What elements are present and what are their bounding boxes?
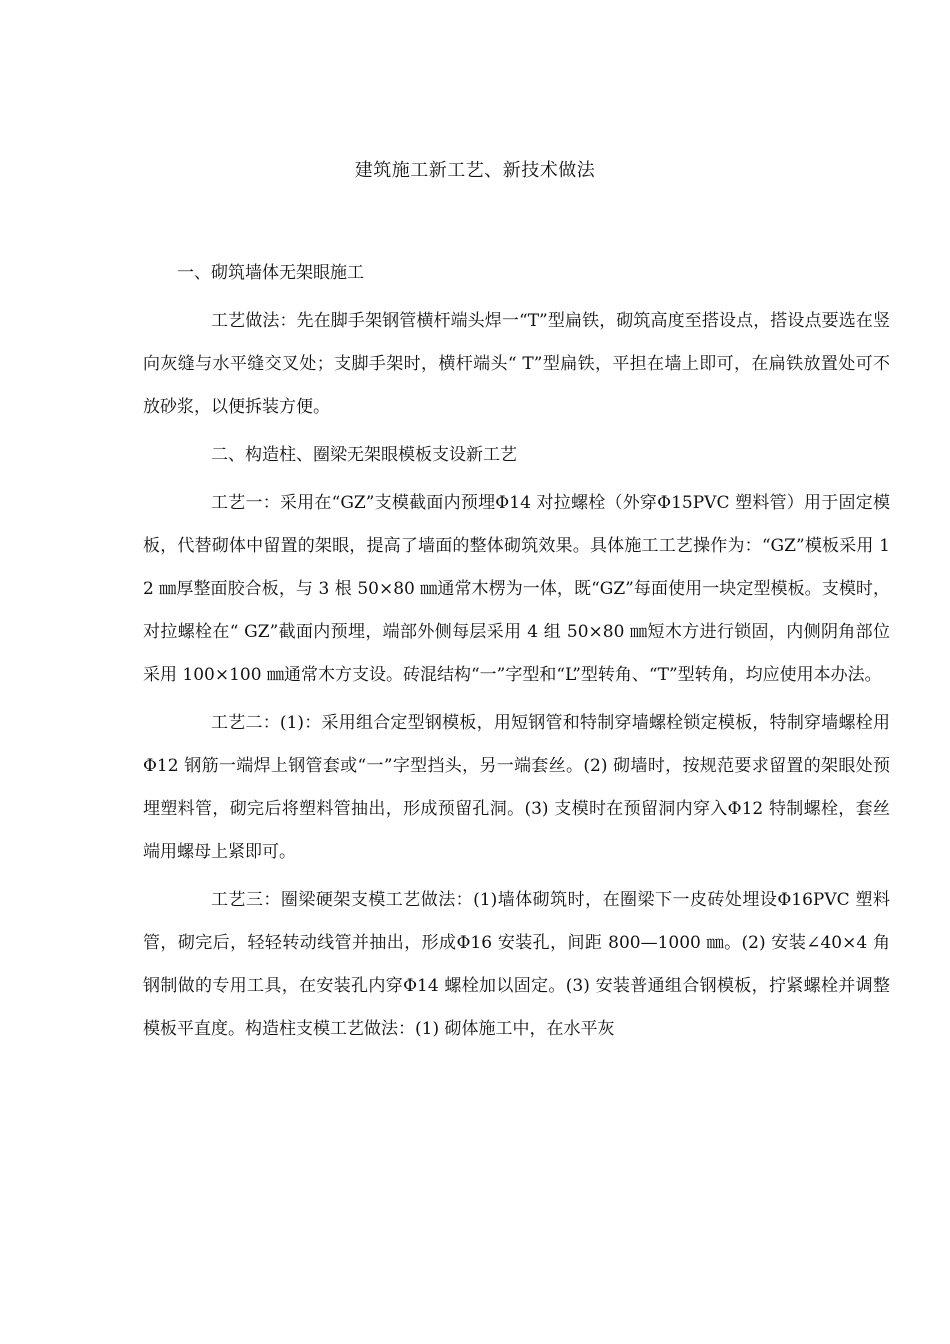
body-paragraph: 工艺二：(1)：采用组合定型钢模板，用短钢管和特制穿墙螺栓锁定模板，特制穿墙螺栓用Φ12 钢筋一端焊上钢管套或“一”字型挡头，另一端套丝。(2) 砌墙时，按规范要求留置的架眼处预埋塑料管，砌完后将塑料管抽出，形成预留孔洞。(3) 支模时在预留洞内穿入Φ12 特制螺栓，套丝端用螺母上紧即可。 — [143, 713, 890, 862]
section-heading: 二、构造柱、圈梁无架眼模板支设新工艺 — [211, 445, 517, 465]
body-paragraph: 工艺一：采用在“GZ”支模截面内预埋Φ14 对拉螺栓（外穿Φ15PVC 塑料管）用于固定模板，代替砌体中留置的架眼，提高了墙面的整体砌筑效果。具体施工工艺操作为：“GZ”模板采用 12 ㎜厚整面胶合板，与 3 根 50×80 ㎜通常木楞为一体，既“GZ”每面使用一块定型模板。支模时，对拉螺栓在“ GZ”截面内预埋，端部外侧每层采用 4 组 50×80 ㎜短木方进行锁固，内侧阴角部位采用 100×100 ㎜通常木方支设。砖混结构“一”字型和“L”型转角、“T”型转角，均应使用本办法。 — [143, 493, 890, 685]
document-title: 建筑施工新工艺、新技术做法 — [354, 160, 596, 181]
section-heading: 一、砌筑墙体无架眼施工 — [177, 263, 364, 283]
body-paragraph: 工艺三：圈梁硬架支模工艺做法：(1)墙体砌筑时，在圈梁下一皮砖处埋设Φ16PVC 塑料管，砌完后，轻轻转动线管并抽出，形成Φ16 安装孔，间距 800—1000 ㎜。(2) 安装∠40×4 角钢制做的专用工具，在安装孔内穿Φ14 螺栓加以固定。(3) 安装普通组合钢模板，拧紧螺栓并调整模板平直度。构造柱支模工艺做法：(1) 砌体施工中，在水平灰 — [143, 890, 890, 1039]
document-body — [143, 252, 890, 1051]
body-paragraph: 工艺做法：先在脚手架钢管横杆端头焊一“T”型扁铁，砌筑高度至搭设点，搭设点要选在竖向灰缝与水平缝交叉处；支脚手架时，横杆端头“ T”型扁铁，平担在墙上即可，在扁铁放置处可不放砂浆，以便拆装方便。 — [143, 311, 890, 417]
